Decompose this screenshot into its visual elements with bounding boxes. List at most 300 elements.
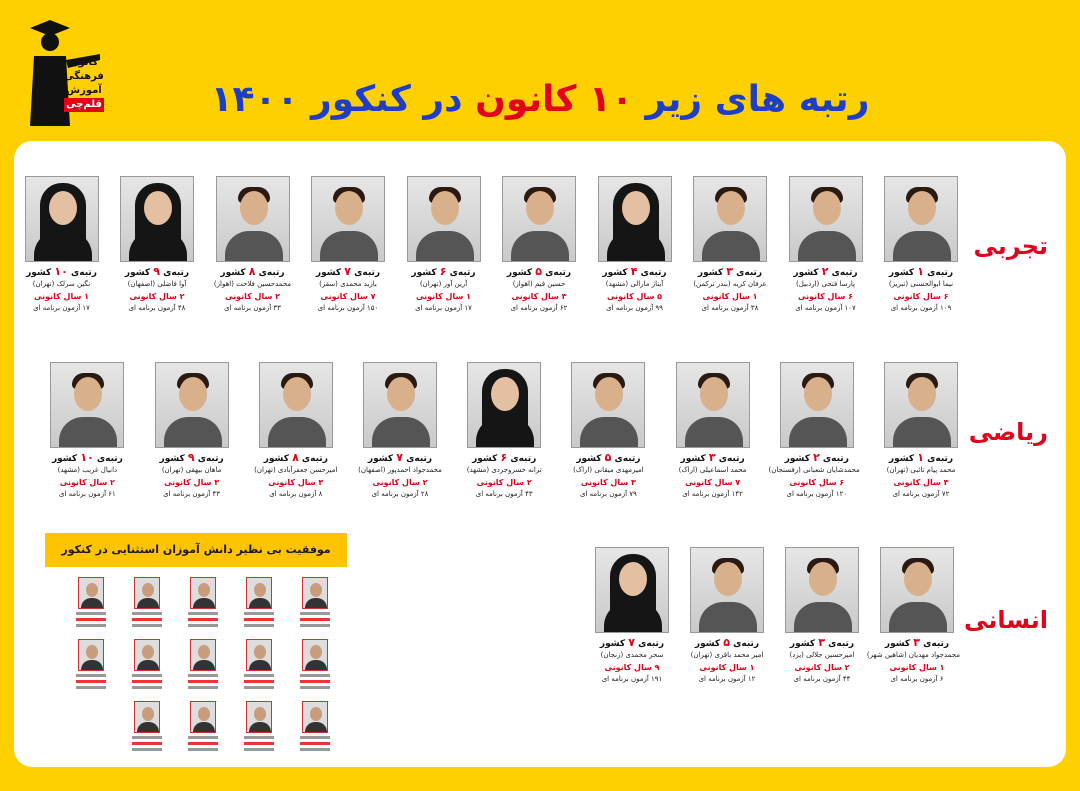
student-card[interactable] (783, 176, 869, 314)
student-name: محمد پیام تائبی (تهران) (886, 466, 956, 474)
student-card[interactable] (687, 176, 773, 314)
thumbnail-line (244, 680, 274, 683)
photo-head (714, 562, 742, 596)
thumbnail-body (81, 660, 103, 671)
exam-count: ۱۰۹ آزمون برنامه ای (890, 304, 952, 312)
rank-number: ۳ (708, 451, 716, 464)
student-name: محمدجواد مهدیان (شاهین شهر) (866, 651, 960, 659)
thumbnail-line (188, 624, 218, 627)
photo-head (335, 191, 363, 225)
promo-thumbnail (295, 639, 335, 693)
photo-body (685, 417, 743, 448)
photo-head (904, 562, 932, 596)
membership-years: ۷ سال کانونی (685, 478, 741, 487)
membership-years: ۲ سال کانونی (372, 478, 428, 487)
thumbnail-line (244, 686, 274, 689)
photo-body (34, 231, 92, 262)
thumbnail-head (142, 645, 154, 659)
membership-years: ۹ سال کانونی (604, 663, 660, 672)
rank-number: ۷ (628, 636, 635, 649)
thumbnail-line (300, 612, 330, 615)
page-title (200, 72, 880, 128)
exam-count: ۴۴ آزمون برنامه ای (793, 675, 851, 683)
exam-count: ۱۹۱ آزمون برنامه ای (601, 675, 663, 683)
student-card[interactable] (878, 176, 964, 314)
thumbnail-line (132, 736, 162, 739)
rank-prefix: رتبه‌ی (507, 454, 537, 464)
exam-count: ۱۷ آزمون برنامه ای (415, 304, 472, 312)
thumbnail-body (305, 598, 327, 609)
promo-thumbnail (295, 701, 335, 755)
rank-number: ۹ (187, 451, 195, 464)
rank-number: ۱ (917, 265, 924, 278)
rank-label (114, 266, 200, 279)
rank-suffix: کشور (888, 454, 918, 464)
rank-suffix: کشور (411, 268, 440, 278)
promo-thumbnail (71, 577, 111, 631)
thumbnail-line (300, 742, 330, 745)
thumbnail-head (254, 645, 266, 659)
student-card[interactable] (114, 176, 200, 314)
rank-suffix: کشور (472, 454, 501, 464)
student-name: آرین آور (تهران) (419, 280, 468, 288)
photo-body (607, 231, 665, 262)
rank-number: ۸ (292, 451, 299, 464)
photo-head (809, 562, 837, 596)
photo-body (789, 417, 847, 448)
rank-prefix: رتبه‌ی (351, 268, 381, 278)
thumbnail-line (300, 686, 330, 689)
thumbnail-head (198, 645, 210, 659)
photo-head (700, 377, 728, 411)
thumbnail-body (137, 660, 159, 671)
rank-suffix: کشور (26, 268, 55, 278)
rank-label (401, 266, 487, 279)
student-card[interactable] (565, 362, 651, 500)
photo-body (511, 231, 569, 262)
thumbnail-line (76, 680, 106, 683)
promo-thumbnail (239, 639, 279, 693)
student-card[interactable] (866, 547, 960, 685)
student-name: عرفان کریه (بندر ترکمن) (693, 280, 767, 288)
student-name: محمدشایان شعبانی (رفسنجان) (768, 466, 860, 474)
student-card[interactable] (670, 362, 756, 500)
rank-number: ۱۰ (54, 265, 68, 278)
promo-thumbnail (183, 701, 223, 755)
membership-years: ۶ سال کانونی (893, 292, 949, 301)
student-card[interactable] (305, 176, 391, 314)
thumbnail-head (86, 583, 98, 597)
membership-years: ۲ سال کانونی (129, 292, 185, 301)
thumbnail-head (310, 645, 322, 659)
rank-label (783, 266, 869, 279)
student-card[interactable] (19, 176, 105, 314)
rank-prefix: رتبه‌ی (920, 639, 950, 649)
rank-suffix: کشور (697, 268, 727, 278)
membership-years: ۷ سال کانونی (320, 292, 376, 301)
photo-head (804, 377, 832, 411)
thumbnail-body (249, 722, 271, 733)
student-name: امیرحسین جلالی (یزد) (789, 651, 855, 659)
student-name: نگین سرلک (تهران) (32, 280, 91, 288)
photo-head (622, 191, 650, 225)
photo-head (240, 191, 268, 225)
photo-body (580, 417, 638, 448)
membership-years: ۲ سال کانونی (794, 663, 850, 672)
rank-suffix: کشور (602, 268, 631, 278)
rank-suffix: کشور (789, 639, 819, 649)
membership-years: ۳ سال کانونی (580, 478, 636, 487)
rank-label (565, 452, 651, 465)
student-photo (884, 362, 958, 448)
rank-number: ۲ (813, 451, 820, 464)
student-name: امیر محمد باقری (تهران) (690, 651, 764, 659)
student-card[interactable] (768, 362, 860, 500)
thumbnail-line (244, 748, 274, 751)
thumbnail-body (137, 598, 159, 609)
rank-prefix: رتبه‌ی (298, 454, 328, 464)
rank-prefix: رتبه‌ی (194, 454, 224, 464)
photo-head (491, 377, 519, 411)
rank-label (210, 266, 296, 279)
thumbnail-photo (246, 577, 272, 609)
membership-years: ۱ سال کانونی (699, 663, 755, 672)
exam-count: ۱۷ آزمون برنامه ای (33, 304, 90, 312)
rank-suffix: کشور (124, 268, 154, 278)
thumbnail-line (244, 742, 274, 745)
thumbnail-body (81, 598, 103, 609)
thumbnail-head (254, 583, 266, 597)
student-photo (595, 547, 669, 633)
thumbnail-photo (190, 701, 216, 733)
rank-prefix: رتبه‌ی (733, 268, 763, 278)
photo-body (320, 231, 378, 262)
student-photo (884, 176, 958, 262)
kanoon-logo (26, 16, 104, 134)
promo-thumbnail (239, 701, 279, 755)
rank-number: ۳ (726, 265, 733, 278)
rank-prefix: رتبه‌ی (819, 454, 849, 464)
rank-number: ۵ (723, 636, 730, 649)
student-photo (598, 176, 672, 262)
thumbnail-photo (190, 639, 216, 671)
thumbnail-photo (246, 701, 272, 733)
thumbnail-line (300, 674, 330, 677)
rank-number: ۸ (248, 265, 256, 278)
promo-thumbnail (295, 577, 335, 631)
student-photo (120, 176, 194, 262)
rank-number: ۱۰ (80, 451, 94, 464)
thumbnail-photo (302, 639, 328, 671)
title-highlight: ۱۰ کانون (475, 79, 633, 120)
thumbnail-head (86, 645, 98, 659)
membership-years: ۲ سال کانونی (59, 478, 115, 487)
thumbnail-line (132, 748, 162, 751)
logo-brand: قلم‌چی (66, 99, 102, 110)
rank-suffix: کشور (367, 454, 397, 464)
photo-body (164, 417, 222, 448)
exam-count: ۴۳ آزمون برنامه ای (163, 490, 221, 498)
logo-line-3: آموزش (66, 85, 102, 96)
photo-body (794, 602, 852, 633)
title-part-1: رتبه های زیر (645, 79, 870, 120)
student-photo (363, 362, 437, 448)
photo-head (908, 377, 936, 411)
rank-number: ۵ (535, 265, 542, 278)
photo-head (813, 191, 841, 225)
photo-body (889, 602, 947, 633)
title-part-2: در کنکور ۱۴۰۰ (210, 79, 463, 120)
photo-head (283, 377, 311, 411)
rank-label (687, 266, 773, 279)
rank-prefix: رتبه‌ی (611, 454, 641, 464)
photo-head (619, 562, 647, 596)
photo-body (372, 417, 430, 448)
rank-number: ۲ (821, 265, 829, 278)
rank-label (357, 452, 443, 465)
rank-prefix: رتبه‌ی (825, 639, 855, 649)
thumbnail-body (193, 660, 215, 671)
rank-label (253, 452, 339, 465)
exam-count: ۹۹ آزمون برنامه ای (606, 304, 663, 312)
rank-prefix: رتبه‌ی (160, 268, 190, 278)
photo-head (179, 377, 207, 411)
rank-label (878, 452, 964, 465)
photo-head (717, 191, 745, 225)
student-photo (155, 362, 229, 448)
exam-count: ۱۲۰ آزمون برنامه ای (786, 490, 848, 498)
exam-count: ۷۹ آزمون برنامه ای (579, 490, 637, 498)
photo-body (604, 602, 662, 633)
rank-suffix: کشور (159, 454, 188, 464)
rank-prefix: رتبه‌ی (446, 268, 476, 278)
thumbnail-head (310, 583, 322, 597)
student-name: آیناز مارالی (مشهد) (605, 280, 664, 288)
student-card[interactable] (401, 176, 487, 314)
rank-number: ۶ (439, 265, 447, 278)
rank-suffix: کشور (263, 454, 293, 464)
rank-number: ۳ (818, 636, 825, 649)
exam-count: ۱۰۷ آزمون برنامه ای (795, 304, 856, 312)
student-card[interactable] (779, 547, 865, 685)
student-photo (571, 362, 645, 448)
student-card[interactable] (253, 362, 339, 500)
thumbnail-line (76, 686, 106, 689)
thumbnail-line (300, 680, 330, 683)
photo-body (225, 231, 283, 262)
rank-number: ۹ (153, 265, 160, 278)
student-card[interactable] (44, 362, 130, 500)
rank-prefix: رتبه‌ی (924, 454, 954, 464)
rank-label (878, 266, 964, 279)
student-name: پارسا فتحی (اردبیل) (796, 280, 855, 288)
student-card[interactable] (210, 176, 296, 314)
photo-body (699, 602, 757, 633)
photo-head (387, 377, 415, 411)
thumbnail-line (132, 674, 162, 677)
rank-label (874, 637, 960, 650)
rank-prefix: رتبه‌ی (255, 268, 285, 278)
thumbnail-line (76, 618, 106, 621)
promo-thumbnail (239, 577, 279, 631)
thumbnail-line (188, 748, 218, 751)
rank-prefix: رتبه‌ی (730, 639, 760, 649)
promo-thumbnail (127, 701, 167, 755)
exam-count: ۴۳ آزمون برنامه ای (475, 490, 533, 498)
student-card[interactable] (878, 362, 964, 500)
photo-body (893, 417, 951, 448)
thumbnail-line (188, 736, 218, 739)
student-photo (216, 176, 290, 262)
rank-label (44, 452, 130, 465)
student-photo (259, 362, 333, 448)
exam-count: ۴۸ آزمون برنامه ای (128, 304, 186, 312)
student-name: آوا فاضلی (اصفهان) (127, 280, 187, 288)
student-photo (693, 176, 767, 262)
student-card[interactable] (149, 362, 235, 500)
rank-suffix: کشور (884, 639, 914, 649)
thumbnail-body (249, 660, 271, 671)
membership-years: ۳ سال کانونی (268, 478, 324, 487)
rank-prefix: رتبه‌ی (924, 268, 954, 278)
thumbnail-line (244, 618, 274, 621)
thumbnail-line (244, 674, 274, 677)
photo-head (49, 191, 77, 225)
thumbnail-photo (134, 577, 160, 609)
student-card[interactable] (592, 176, 678, 314)
student-photo (502, 176, 576, 262)
rank-label (774, 452, 860, 465)
photo-head (74, 377, 102, 411)
membership-years: ۱ سال کانونی (889, 663, 945, 672)
exam-count: ۳۳ آزمون برنامه ای (224, 304, 281, 312)
rank-label (684, 637, 770, 650)
student-card[interactable] (357, 362, 443, 500)
rank-suffix: کشور (576, 454, 605, 464)
student-card[interactable] (496, 176, 582, 314)
logo-line-2: فرهنگی (64, 71, 104, 82)
thumbnail-line (188, 674, 218, 677)
photo-body (893, 231, 951, 262)
exam-count: ۱۵۰ آزمون برنامه ای (317, 304, 379, 312)
student-name: یازید محمدی (سقز) (319, 280, 377, 288)
thumbnail-photo (246, 639, 272, 671)
rank-label (779, 637, 865, 650)
exam-count: ۷۲ آزمون برنامه ای (892, 490, 950, 498)
rank-number: ۷ (344, 265, 351, 278)
thumbnail-line (188, 686, 218, 689)
student-name: محمدحسین فلاحت (اهواز) (213, 280, 292, 288)
membership-years: ۲ سال کانونی (476, 478, 532, 487)
photo-head (526, 191, 554, 225)
rank-prefix: رتبه‌ی (403, 454, 433, 464)
student-card[interactable] (589, 547, 675, 685)
rank-prefix: رتبه‌ی (67, 268, 97, 278)
student-photo (311, 176, 385, 262)
thumbnail-head (142, 707, 154, 721)
student-name: ترانه خسروجردی (مشهد) (466, 466, 542, 474)
student-card[interactable] (684, 547, 770, 685)
rank-label (592, 266, 678, 279)
thumbnail-line (300, 618, 330, 621)
promo-title: موفقیت بی نظیر دانش آموزان استثنایی در کنکور (45, 533, 347, 567)
thumbnail-line (132, 680, 162, 683)
photo-head (908, 191, 936, 225)
rank-number: ۳ (913, 636, 920, 649)
rank-prefix: رتبه‌ی (542, 268, 572, 278)
thumbnail-body (305, 722, 327, 733)
student-photo (785, 547, 859, 633)
student-photo (880, 547, 954, 633)
membership-years: ۳ سال کانونی (164, 478, 220, 487)
promo-thumbnail (183, 639, 223, 693)
photo-body (59, 417, 117, 448)
rank-suffix: کشور (793, 268, 822, 278)
thumbnail-photo (190, 577, 216, 609)
rank-prefix: رتبه‌ی (828, 268, 858, 278)
student-card[interactable] (461, 362, 547, 500)
thumbnail-line (76, 624, 106, 627)
student-name: محمد اسماعیلی (اراک) (678, 466, 747, 474)
rank-label (305, 266, 391, 279)
rank-number: ۱ (917, 451, 924, 464)
student-photo (690, 547, 764, 633)
thumbnail-line (132, 742, 162, 745)
thumbnail-line (132, 612, 162, 615)
exam-count: ۶۱ آزمون برنامه ای (58, 490, 116, 498)
thumbnail-line (188, 618, 218, 621)
thumbnail-line (244, 612, 274, 615)
thumbnail-head (198, 583, 210, 597)
thumbnail-photo (134, 701, 160, 733)
membership-years: ۱ سال کانونی (702, 292, 758, 301)
exam-count: ۳۸ آزمون برنامه ای (701, 304, 759, 312)
membership-years: ۳ سال کانونی (893, 478, 949, 487)
rank-number: ۷ (396, 451, 403, 464)
rank-suffix: کشور (680, 454, 709, 464)
exam-count: ۲۸ آزمون برنامه ای (371, 490, 429, 498)
student-name: حسین قیم (اهواز) (512, 280, 566, 288)
thumbnail-line (244, 624, 274, 627)
thumbnail-line (188, 742, 218, 745)
thumbnail-line (300, 624, 330, 627)
rank-number: ۵ (604, 451, 612, 464)
promo-banner[interactable] (45, 533, 347, 765)
student-name: ماهان بیهقی (تهران) (161, 466, 222, 474)
thumbnail-body (193, 598, 215, 609)
promo-thumbnail (71, 639, 111, 693)
thumbnail-head (198, 707, 210, 721)
logo-text (62, 56, 106, 112)
rank-label (496, 266, 582, 279)
exam-count: ۶ آزمون برنامه ای (890, 675, 944, 683)
rank-prefix: رتبه‌ی (635, 639, 665, 649)
thumbnail-line (132, 624, 162, 627)
rank-label (149, 452, 235, 465)
photo-head (144, 191, 172, 225)
photo-body (416, 231, 474, 262)
student-photo (25, 176, 99, 262)
thumbnail-body (193, 722, 215, 733)
exam-count: ۱۴۲ آزمون برنامه ای (682, 490, 743, 498)
student-photo (407, 176, 481, 262)
exam-count: ۸ آزمون برنامه ای (269, 490, 323, 498)
rank-suffix: کشور (51, 454, 81, 464)
rank-suffix: کشور (220, 268, 249, 278)
rank-prefix: رتبه‌ی (715, 454, 745, 464)
row-label: انسانی (964, 606, 1048, 634)
membership-years: ۱ سال کانونی (33, 292, 90, 301)
